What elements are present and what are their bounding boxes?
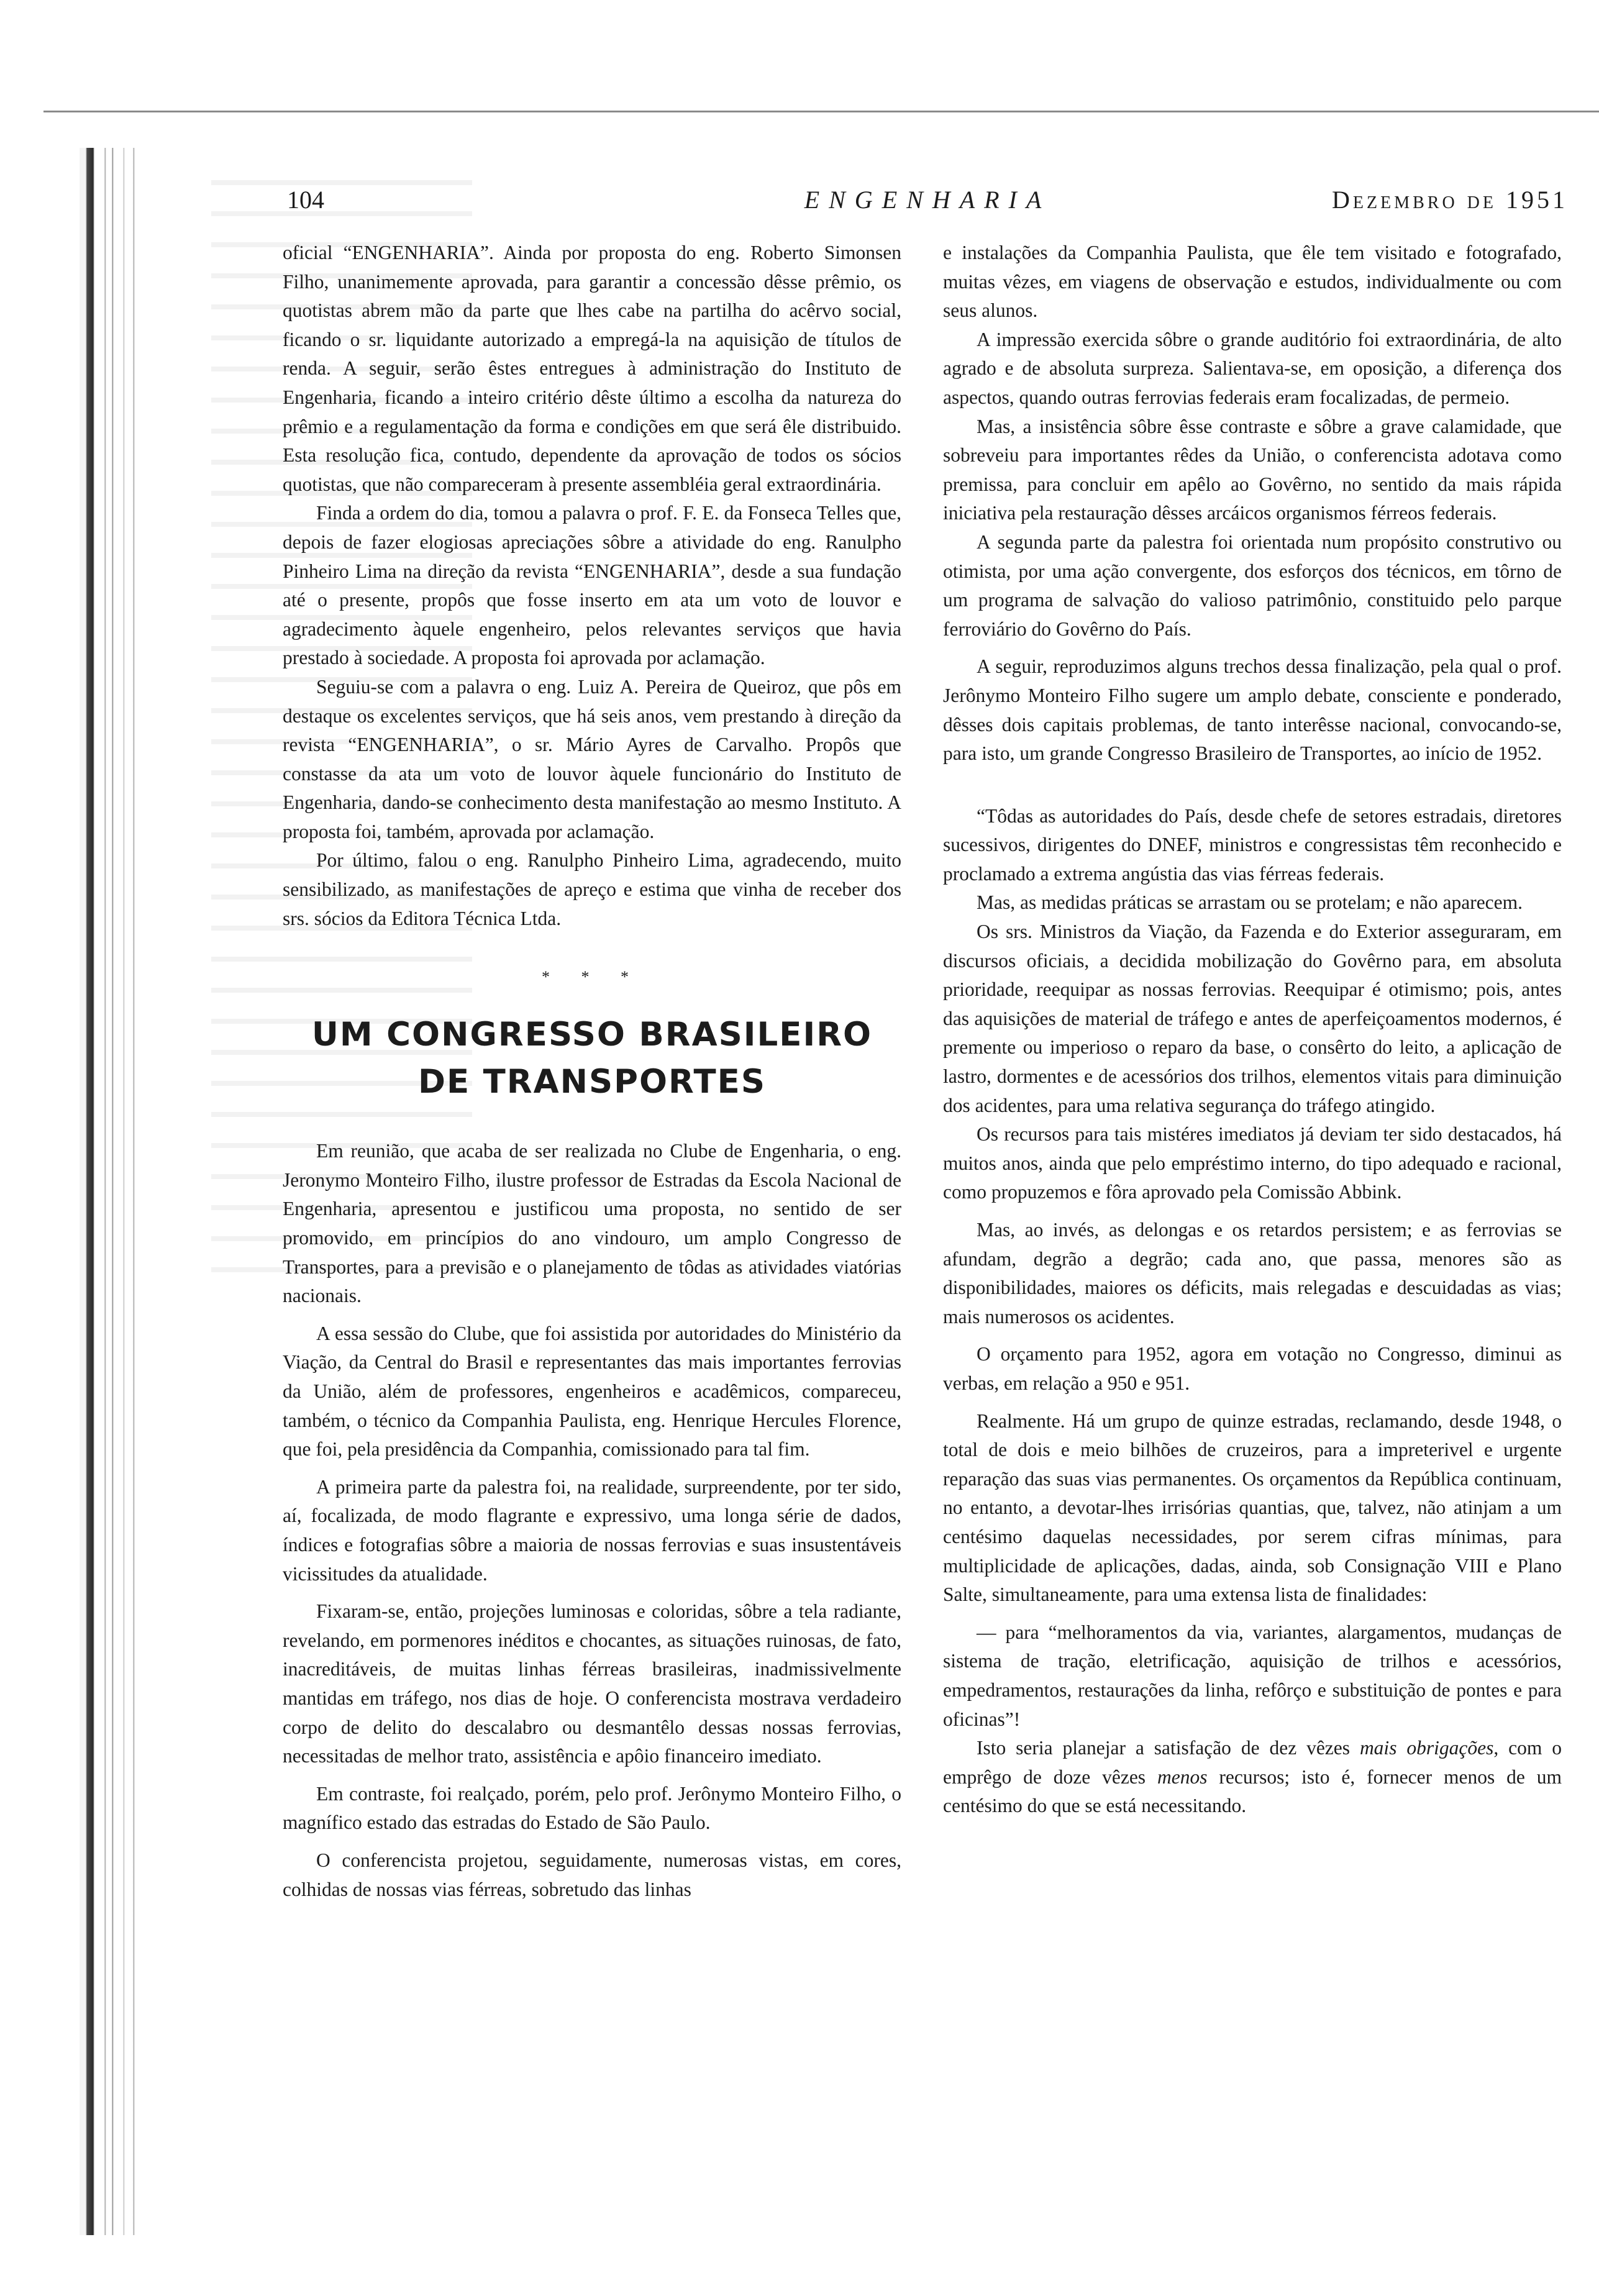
paragraph: Finda a ordem do dia, tomou a palavra o prof. F. E. da Fonseca Telles que, depois de fazer elogiosas apreciações sôbre a atividade do eng. Ranulpho Pinheiro Lima na direção da revista “ENGENHARIA”, desde a sua fundação até o presente, propôs que fosse inserto em ata um voto de louvor e agradecimento àquele engenheiro, pelos relevantes serviços que havia prestado à sociedade. A proposta foi aprovada por aclamação. bbox=[283, 502, 901, 669]
journal-title: ENGENHARIA bbox=[804, 186, 1051, 214]
paragraph: oficial “ENGENHARIA”. Ainda por proposta do eng. Roberto Simonsen Filho, unanimemente aprovada, para garantir a concessão dêsse prêmio, os quotistas abrem mão da parte que lhes cabe na partilha do acêrvo social, ficando o sr. liquidante autorizado a empregá-la na aquisição de títulos de renda. A seguir, serão êstes entregues à administração do Instituto de Engenharia, ficando a inteiro critério dêste último a escolha da natureza do prêmio e a regulamentação da forma e condições em que será êle distribuido. Esta resolução fica, contudo, dependente da aprovação de todos os sócios quotistas, que não compareceram à presente assembléia geral extraordinária. bbox=[283, 242, 901, 495]
quote-paragraph: Os recursos para tais mistéres imediatos já deviam ter sido destacados, há muitos anos, ainda que pelo empréstimo interno, do tipo adequado e racional, como propuzemos e fôra aprovado pela Comissão Abbink. bbox=[943, 1123, 1562, 1203]
quote-paragraph: Mas, as medidas práticas se arrastam ou se protelam; e não aparecem. bbox=[977, 891, 1523, 914]
paragraph: Por último, falou o eng. Ranulpho Pinheiro Lima, agradecendo, muito sensibilizado, as manifestações de apreço e estima que vinha de receber dos srs. sócios da Editora Técnica Ltda. bbox=[283, 849, 901, 929]
paragraph: e instalações da Companhia Paulista, que êle tem visitado e fotografado, muitas vêzes, em viagens de observação e estudos, individualmente ou com seus alunos. bbox=[943, 242, 1562, 322]
closing-text-3: recursos; isto é, fornecer menos de um centésimo do que se está necessitando. bbox=[943, 1765, 1562, 1817]
closing-italic-2: menos bbox=[1157, 1765, 1208, 1788]
article-paragraph: A primeira parte da palestra foi, na realidade, surpreendente, por ter sido, aí, focalizada, de modo flagrante e expressivo, uma longa série de dados, índices e fotografias sôbre a maioria de nossas ferrovias e suas insustentáveis vicissitudes da atualidade. bbox=[283, 1475, 901, 1585]
quote-paragraph: Mas, ao invés, as delongas e os retardos persistem; e as ferrovias se afundam, degrão a degrão; cada ano, que passa, menores são as disponibilidades, maiores os déficits, mais relegadas e descuidadas as vias; mais numerosos os acidentes. bbox=[943, 1219, 1562, 1328]
section-title-line-1: UM CONGRESSO BRASILEIRO bbox=[311, 1016, 873, 1054]
article-paragraph: Fixaram-se, então, projeções luminosas e coloridas, sôbre a tela radiante, revelando, em pormenores inéditos e chocantes, as situações ruinosas, de fato, inacreditáveis, de muitas linhas férreas brasileiras, inadmissivelmente mantidas em tráfego, nos dias de hoje. O conferencista mostrava verdadeiro corpo de delito do descalabro ou desmantêlo dessas nossas ferrovias, necessitadas de melhor trato, assistência e apôio financeiro imediato. bbox=[283, 1600, 901, 1767]
paragraph: A seguir, reproduzimos alguns trechos dessa finalização, pela qual o prof. Jerônymo Monteiro Filho sugere um amplo debate, consciente e ponderado, dêsses dois capitais problemas, de tanto interêsse nacional, convocando-se, para isto, um grande Congresso Brasileiro de Transportes, ao início de 1952. bbox=[943, 655, 1562, 765]
quote-paragraph: O orçamento para 1952, agora em votação no Congresso, diminui as verbas, em relação a 950 e 951. bbox=[943, 1343, 1562, 1394]
section-title bbox=[283, 1011, 901, 1106]
closing-text-1: Isto seria planejar a satisfação de dez vêzes bbox=[977, 1737, 1360, 1759]
article-paragraph: O conferencista projetou, seguidamente, numerosas vistas, em cores, colhidas de nossas vias férreas, sobretudo das linhas bbox=[283, 1849, 901, 1900]
closing-text-2: , com o emprêgo de doze vêzes bbox=[943, 1737, 1562, 1788]
section-title-line-2: DE TRANSPORTES bbox=[417, 1063, 767, 1101]
page-header bbox=[287, 185, 1568, 222]
article-paragraph: Em reunião, que acaba de ser realizada no Clube de Engenharia, o eng. Jeronymo Monteiro Filho, ilustre professor de Estradas da Escola Nacional de Engenharia, apresentou e justificou uma proposta, no sentido de ser promovido, em princípios do ano vindouro, um amplo Congresso de Transportes, para a previsão e o planejamento de tôdas as atividades viatórias nacionais. bbox=[283, 1140, 901, 1307]
paragraph: Mas, a insistência sôbre êsse contraste e sôbre a grave calamidade, que sobreveiu para importantes rêdes da União, o conferencista adotava como premissa, para concluir em apêlo ao Govêrno, no sentido da mais rápida iniciativa pela restauração dêsses arcáicos organismos férreos federais. bbox=[943, 415, 1562, 524]
page-binding-edge bbox=[80, 148, 145, 2235]
quote-paragraph: Realmente. Há um grupo de quinze estradas, reclamando, desde 1948, o total de dois e meio bilhões de cruzeiros, para a impreterivel e urgente reparação das suas vias permanentes. Os orçamentos da República continuam, no entanto, a devotar-lhes irrisórias quantias, que, talvez, não atinjam a um centésimo daquelas necessidades, por serem cifras mínimas, para multiplicidade de aplicações, dadas, ainda, sob Consignação VIII e Plano Salte, simultaneamente, para uma extensa lista de finalidades: bbox=[943, 1410, 1562, 1606]
page-number: 104 bbox=[287, 186, 324, 214]
article-paragraph: Em contraste, foi realçado, porém, pelo prof. Jerônymo Monteiro Filho, o magnífico estado das estradas do Estado de São Paulo. bbox=[283, 1782, 901, 1834]
quote-paragraph: — para “melhoramentos da via, variantes, alargamentos, mudanças de sistema de tração, eletrificação, aquisição de trilhos e acessórios, empedramentos, restaurações da linha, refôrço e substituição de pontes e para oficinas”! bbox=[943, 1621, 1562, 1730]
article-paragraph: A essa sessão do Clube, que foi assistida por autoridades do Ministério da Viação, da Central do Brasil e representantes das mais importantes ferrovias da União, além de professores, engenheiros e acadêmicos, compareceu, também, o técnico da Companhia Paulista, eng. Henrique Hercules Florence, que foi, pela presidência da Companhia, comissionado para tal fim. bbox=[283, 1322, 901, 1460]
paragraph: A segunda parte da palestra foi orientada num propósito construtivo ou otimista, por uma ação convergente, dos esforços dos técnicos, em tôrno de um programa de salvação do valioso patrimônio, constituido pelo parque ferroviário do Govêrno do País. bbox=[943, 531, 1562, 640]
left-column bbox=[283, 239, 901, 1904]
paragraph: Seguiu-se com a palavra o eng. Luiz A. Pereira de Queiroz, que pôs em destaque os excelentes serviços, que há seis anos, vem prestando à direção da revista “ENGENHARIA”, o sr. Mário Ayres de Carvalho. Propôs que constasse da ata um voto de louvor àquele funcionário do Instituto de Engenharia, dando-se conhecimento desta manifestação ao mesmo Instituto. A proposta foi, também, aprovada por aclamação. bbox=[283, 675, 901, 842]
quote-paragraph: “Tôdas as autoridades do País, desde chefe de setores estradais, diretores sucessivos, dirigentes do DNEF, ministros e congressistas têm reconhecido e proclamado a extrema angústia das vias férreas federais. bbox=[943, 804, 1562, 885]
paragraph: A impressão exercida sôbre o grande auditório foi extraordinária, de alto agrado e de absoluta surpreza. Salientava-se, em oposição, a diferença dos aspectos, quando outras ferrovias federais eram focalizadas, de permeio. bbox=[943, 328, 1562, 408]
section-separator: * * * bbox=[542, 968, 642, 986]
closing-italic-1: mais obrigações bbox=[1359, 1737, 1494, 1759]
scan-border-line bbox=[43, 111, 1599, 112]
right-column bbox=[943, 239, 1562, 1821]
issue-date: Dezembro de 1951 bbox=[1332, 186, 1568, 214]
quote-paragraph: Os srs. Ministros da Viação, da Fazenda e do Exterior asseguraram, em discursos oficiais, a decidida mobilização do Govêrno para, em absoluta prioridade, reequipar as nossas ferrovias. Reequipar é otimismo; pois, antes das aquisições de material de tráfego e antes de aperfeiçoamentos modernos, é premente ou imperioso o reparo da base, o consêrto do leito, a aplicação de lastro, dormentes e de acessórios dos trilhos, elementos vitais para diminuição dos acidentes, para uma relativa segurança do tráfego atingido. bbox=[943, 921, 1562, 1116]
closing-paragraph bbox=[943, 1734, 1562, 1821]
